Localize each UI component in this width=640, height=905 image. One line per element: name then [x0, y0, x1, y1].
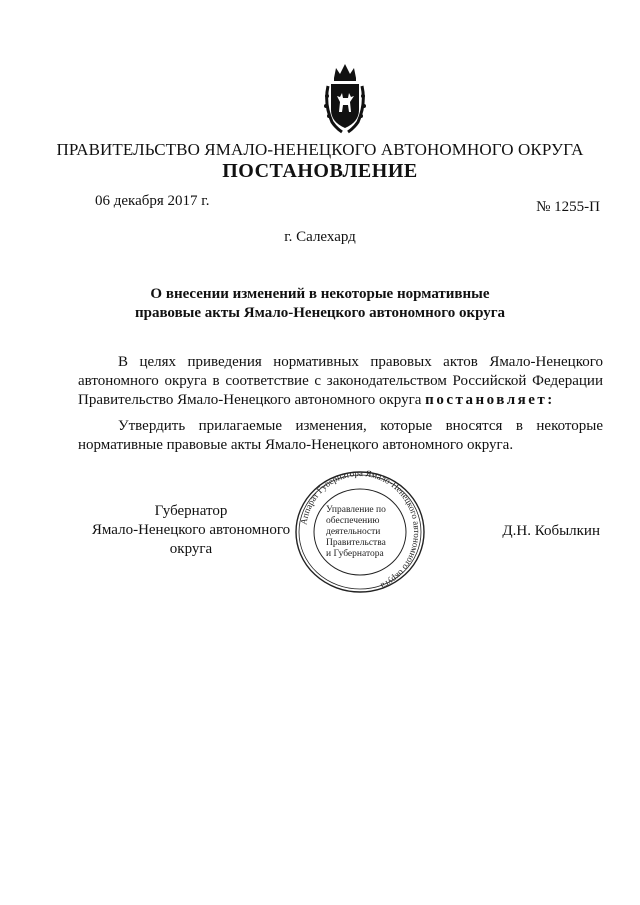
subject-line-2: правовые акты Ямало-Ненецкого автономного округа: [134, 305, 506, 321]
body-paragraph-1: [78, 353, 603, 410]
stamp-inner-line-2: обеспечению: [326, 516, 380, 526]
signer-position: [78, 502, 304, 559]
signer-position-line-2: Ямало-Ненецкого автономного округа: [91, 522, 291, 557]
stamp-inner-line-3: деятельности: [326, 527, 381, 537]
signer-position-line-1: Губернатор: [154, 503, 228, 519]
document-type-title: ПОСТАНОВЛЕНИЕ: [222, 160, 418, 182]
document-city: г. Салехард: [284, 229, 356, 245]
paragraph-1-text: В целях приведения нормативных правовых актов Ямало-Ненецкого автономного округа в соответствие с законодательством Российской Федерации Правительство Ямало-Ненецкого автономного округа: [78, 354, 603, 408]
yanao-coat-of-arms-icon: [322, 62, 368, 136]
stamp-inner-line-4: Правительства: [326, 538, 386, 548]
document-subject: [100, 285, 540, 323]
resolves-keyword: постановляет:: [425, 392, 555, 408]
signer-name: Д.Н. Кобылкин: [502, 523, 600, 539]
government-title: ПРАВИТЕЛЬСТВО ЯМАЛО-НЕНЕЦКОГО АВТОНОМНОГО ОКРУГА: [56, 140, 584, 159]
stamp-inner-line-5: и Губернатора: [326, 549, 384, 559]
subject-line-1: О внесении изменений в некоторые нормативные: [150, 286, 490, 302]
stamp-inner-line-1: Управление по: [326, 505, 386, 515]
official-stamp: [292, 470, 428, 594]
stamp-ring-text: Аппарат Губернатора Ямало-Ненецкого автономного округа: [298, 470, 423, 592]
document-number: № 1255-П: [536, 199, 600, 215]
document-date: 06 декабря 2017 г.: [95, 193, 210, 209]
body-paragraph-2: Утвердить прилагаемые изменения, которые вносятся в некоторые нормативные правовые акты Ямало-Ненецкого автономного округа.: [78, 418, 603, 453]
